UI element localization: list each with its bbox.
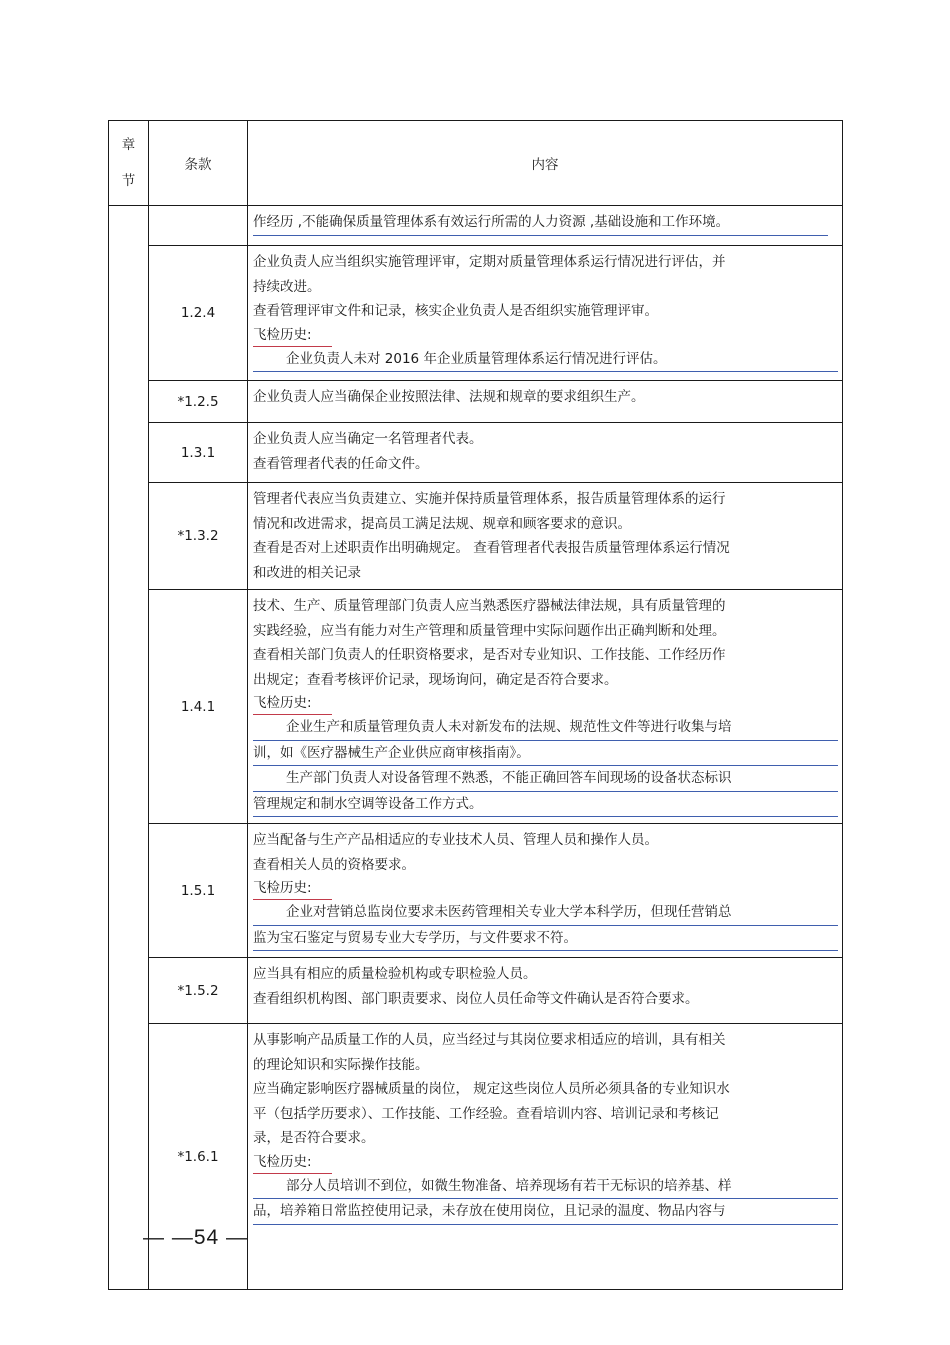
content-line: 企业负责人应当组织实施管理评审，定期对质量管理体系运行情况进行评估，并 — [253, 254, 726, 270]
content-column-header: 内容 — [248, 121, 843, 206]
inspection-history-label: 飞检历史: — [253, 1151, 332, 1174]
regulation-table — [108, 120, 843, 1290]
content-line: 应当配备与生产产品相适应的专业技术人员、管理人员和操作人员。 — [253, 832, 658, 848]
clause-cell: *1.3.2 — [149, 483, 248, 590]
chapter-cell — [109, 206, 149, 1290]
inspection-history-label: 飞检历史: — [253, 877, 332, 900]
content-line: 查看是否对上述职责作出明确规定。 查看管理者代表报告质量管理体系运行情况 — [253, 540, 730, 556]
content-line: 查看相关部门负责人的任职资格要求，是否对专业知识、工作技能、工作经历作 — [253, 647, 726, 663]
inspection-history-label: 飞检历史: — [253, 692, 332, 715]
content-cell — [248, 246, 843, 381]
content-line: 出规定；查看考核评价记录，现场询问，确定是否符合要求。 — [253, 671, 618, 688]
table-row — [109, 483, 843, 590]
clause-cell: *1.6.1 — [149, 1024, 248, 1290]
content-line: 平（包括学历要求）、工作技能、工作经验。查看培训内容、培训记录和考核记 — [253, 1105, 719, 1122]
content-line: 企业负责人应当确保企业按照法律、法规和规章的要求组织生产。 — [253, 389, 645, 405]
content-line: 技术、生产、质量管理部门负责人应当熟悉医疗器械法律法规，具有质量管理的 — [253, 598, 726, 614]
inspection-history-item: 企业对营销总监岗位要求未医药管理相关专业大学本科学历，但现任营销总 — [253, 900, 838, 926]
content-line: 查看管理者代表的任命文件。 — [253, 455, 429, 472]
content-line: 企业负责人应当确定一名管理者代表。 — [253, 431, 483, 447]
table-row — [109, 381, 843, 423]
content-line: 查看管理评审文件和记录，核实企业负责人是否组织实施管理评审。 — [253, 303, 658, 319]
content-line: 情况和改进需求，提高员工满足法规、规章和顾客要求的意识。 — [253, 515, 631, 532]
inspection-history-item: 训，如《医疗器械生产企业供应商审核指南》。 — [253, 741, 838, 767]
content-line: 的理论知识和实际操作技能。 — [253, 1056, 429, 1073]
content-line: 录，是否符合要求。 — [253, 1130, 375, 1146]
table-row — [109, 423, 843, 483]
content-cell — [248, 590, 843, 824]
chapter-column-header — [109, 121, 149, 206]
content-cell — [248, 483, 843, 590]
table-row — [109, 246, 843, 381]
content-cell — [248, 423, 843, 483]
inspection-history-item: 企业生产和质量管理负责人未对新发布的法规、规范性文件等进行收集与培 — [253, 715, 838, 741]
clause-cell: 1.3.1 — [149, 423, 248, 483]
clause-cell: 1.4.1 — [149, 590, 248, 824]
content-cell — [248, 1024, 843, 1290]
inspection-history-item: 企业负责人未对 2016 年企业质量管理体系运行情况进行评估。 — [253, 347, 838, 373]
content-line: 管理者代表应当负责建立、实施并保持质量管理体系，报告质量管理体系的运行 — [253, 491, 726, 507]
content-line: 从事影响产品质量工作的人员，应当经过与其岗位要求相适应的培训，具有相关 — [253, 1032, 726, 1048]
page-number: — —54 — — [143, 1226, 249, 1249]
inspection-history-label: 飞检历史: — [253, 324, 332, 347]
content-line: 应当确定影响医疗器械质量的岗位， 规定这些岗位人员所必须具备的专业知识水 — [253, 1081, 730, 1097]
content-line: 查看相关人员的资格要求。 — [253, 856, 415, 873]
inspection-history-item: 监为宝石鉴定与贸易专业大专学历，与文件要求不符。 — [253, 926, 838, 952]
content-line: 应当具有相应的质量检验机构或专职检验人员。 — [253, 966, 537, 982]
inspection-history-item: 作经历 ,不能确保质量管理体系有效运行所需的人力资源 ,基础设施和工作环境。 — [253, 210, 828, 236]
table-row — [109, 958, 843, 1024]
inspection-history-item: 品，培养箱日常监控使用记录，未存放在使用岗位，且记录的温度、物品内容与 — [253, 1199, 838, 1225]
content-cell — [248, 824, 843, 958]
clause-cell: *1.2.5 — [149, 381, 248, 423]
content-line: 和改进的相关记录 — [253, 564, 361, 581]
chapter-header-top: 章 — [121, 137, 136, 153]
inspection-history-item: 部分人员培训不到位，如微生物准备、培养现场有若干无标识的培养基、样 — [253, 1174, 838, 1200]
inspection-history-item: 生产部门负责人对设备管理不熟悉，不能正确回答车间现场的设备状态标识 — [253, 766, 838, 792]
clause-column-header: 条款 — [149, 121, 248, 206]
clause-cell: *1.5.2 — [149, 958, 248, 1024]
table-row — [109, 206, 843, 246]
inspection-history-item: 管理规定和制水空调等设备工作方式。 — [253, 792, 838, 818]
table-header-row — [109, 121, 843, 206]
content-line: 查看组织机构图、部门职责要求、岗位人员任命等文件确认是否符合要求。 — [253, 990, 699, 1007]
table-row — [109, 590, 843, 824]
content-line: 实践经验，应当有能力对生产管理和质量管理中实际问题作出正确判断和处理。 — [253, 622, 726, 639]
chapter-header-bottom: 节 — [121, 173, 136, 189]
table-body — [109, 206, 843, 1290]
content-line: 持续改进。 — [253, 278, 321, 295]
clause-cell: 1.2.4 — [149, 246, 248, 381]
content-cell — [248, 958, 843, 1024]
clause-cell: 1.5.1 — [149, 824, 248, 958]
table-row — [109, 824, 843, 958]
content-cell — [248, 206, 843, 246]
clause-cell — [149, 206, 248, 246]
content-cell — [248, 381, 843, 423]
